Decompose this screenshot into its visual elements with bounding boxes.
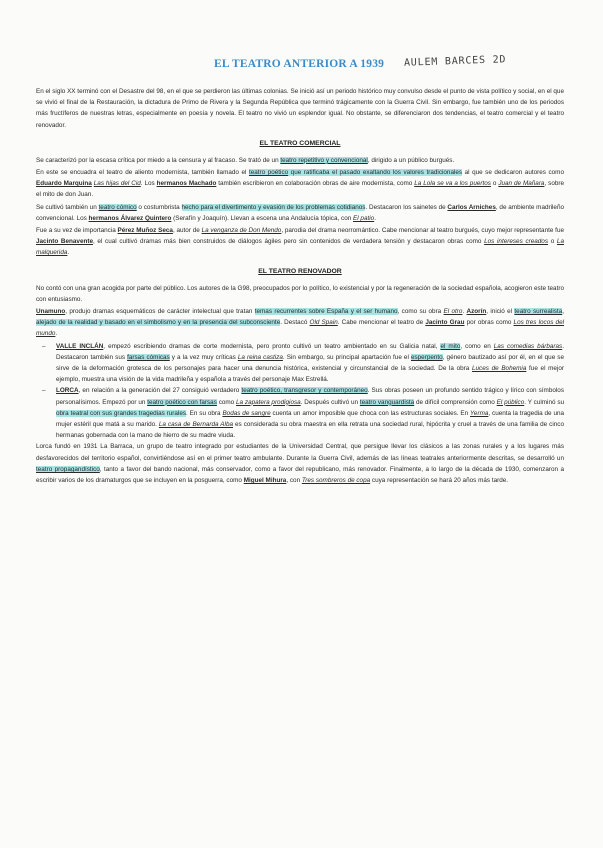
comercial-paragraph-2: En este se encuadra el teatro de aliento modernista, también llamado el teatro poético que ratificaba el pasado exaltando los valores tradicionales al que se dedicaron autores como Eduardo Marquina Las hijas del Cid. Los hermanos Machado también escribieron en colaboración obras de aire modernista, como La Lola se va a los puertos o Juan de Mañara, sobre el mito de don Juan.: [36, 169, 565, 199]
comercial-paragraph-1: Se caracterizó por la escasa crítica por miedo a la censura y al fracaso. Se trató de un teatro repetitivo y convencional, dirigido a un público burgués.: [36, 156, 455, 164]
intro-paragraph: En el siglo XX terminó con el Desastre del 98, en el que se perdieron las últimas colonias. Se inició así un periodo histórico muy convulso desde el punto de vista político y social, en el que se vivió el final de la Restauración, la dictadura de Primo de Rivera y la Segunda República que terminó trágicamente con la Guerra Civil. Sin embargo, fue también uno de los periodos más fructíferos de nuestras letras, especialmente en poesía y novela. El teatro no vivió un esplendor igual. No obstante, se diferenciaron dos tendencias, el teatro comercial y el teatro renovador.: [36, 88, 564, 129]
author-list: [36, 341, 564, 442]
title-row: [36, 54, 564, 78]
comercial-paragraph-4: Fue a su vez de importancia Pérez Muñoz Seca, autor de La venganza de Don Mendo, parodia del drama neorromántico. Cabe mencionar al teatro burgués, cuyo mejor representante fue Jacinto Benavente, el cual cultivó dramas más bien construidos de diálogos ágiles pero sin contenidos de verdadera tensión y destacaron obras como Los intereses creados o La malquerida.: [36, 227, 564, 257]
document-page: [36, 54, 565, 487]
renovador-paragraph-1: No contó con una gran acogida por parte del público. Los autores de la G98, preocupados por lo político, lo existencial y por la regeneración de la sociedad española, acogieron este teatro con entusiasmo.: [36, 284, 564, 303]
comercial-paragraph-3: Se cultivó también un teatro cómico o costumbrista hecho para el divertimento y evasión de los problemas cotidianos. Destacaron los sainetes de Carlos Arniches, de ambiente madrileño convencional. Los hermanos Álvarez Quintero (Serafín y Joaquín). Llevan a escena una Andalucía tópica, con El patio.: [36, 203, 565, 222]
renovador-paragraph-2: Unamuno, produjo dramas esquemáticos de carácter intelectual que tratan temas recurrentes sobre España y el ser humano, como su obra El otro. Azorín, inició el teatro surrealista, alejado de la realidad y basado en el simbolismo y en la presencia del subconsciente. Destacó Old Spain. Cabe mencionar el teatro de Jacinto Grau por obras como Los tres locos del mundo.: [36, 308, 565, 338]
heading-teatro-renovador: EL TEATRO RENOVADOR: [258, 267, 342, 275]
document-title: EL TEATRO ANTERIOR A 1939: [214, 58, 385, 70]
list-item-lorca: – LORCA, en relación a la generación del 27 consiguió verdadero teatro poético, transgresor y contemporáneo. Sus obras poseen un profundo sentido trágico y lírico con símbolos personalísimos. Empezó por un teatro poético con farsas como La zapatera prodigiosa. Después cultivó un teatro vanguardista de difícil comprensión como El público. Y culminó su obra teatral con sus grandes tragedias rurales. En su obra Bodas de sangre cuenta un amor imposible que choca con las estructuras sociales. En Yerma, cuenta la tragedia de una mujer estéril que matá a su marido. La casa de Bernarda Alba es considerada su obra maestra en ella retrata una sociedad rural, hipócrita y cruel a través de una familia de cinco hermanas gobernada con la mano de hierro de su madre viuda.: [56, 385, 564, 441]
handwritten-annotation: AULEM BARCES 2D: [403, 54, 507, 69]
renovador-paragraph-3: Lorca fundó en 1931 La Barraca, un grupo de teatro integrado por estudiantes de la Universidad Central, que persigue llevar los clásicos a las zonas rurales y a los lugares más desfavorecidos del territorio español, convirtiéndose así en el primer teatro ambulante. Durante la Guerra Civil, además de las líneas teatrales anteriormente descritas, se desarrolló un teatro propagandístico, tanto a favor del bando nacional, más conservador, como a favor del republicano, más renovador. Finalmente, a lo largo de la década de 1930, comenzaron a escribir varios de los dramaturgos que se incluyen en la posguerra, como Miguel Mihura, con Tres sombreros de copa cuya representación se hará 20 años más tarde.: [36, 443, 565, 485]
heading-teatro-comercial: EL TEATRO COMERCIAL: [259, 139, 341, 147]
list-item-valle-inclan: – VALLE INCLÁN, empezó escribiendo dramas de corte modernista, pero pronto cultivó un teatro ambientado en su Galicia natal, el mito, como en Las comedias bárbaras. Destacaron también sus farsas cómicas y a la vez muy críticas La reina castiza. Sin embargo, su principal apartación fue el esperpento, género bautizado así por él, en el que se sirve de la deformación grotesca de los personajes para hacer una denuncia histórica, existencial y circunstancial de la sociedad. De la obra Luces de Bohemia fue el mejor ejemplo, muestra una visión de la vida madrileña y española a través del personaje Max Estrellá.: [56, 341, 564, 386]
